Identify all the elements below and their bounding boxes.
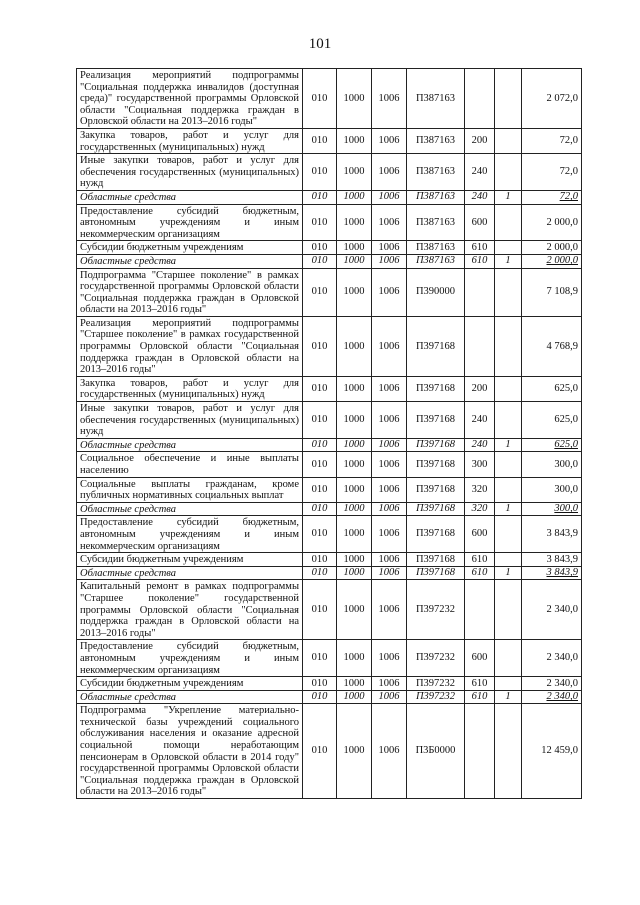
amount: 625,0 — [522, 402, 582, 439]
amount: 2 000,0 — [522, 241, 582, 255]
department-code: 010 — [303, 69, 337, 129]
funding-source-code: 1 — [495, 690, 522, 704]
funding-source-code — [495, 553, 522, 567]
expense-type-code: 240 — [465, 190, 495, 204]
department-code: 010 — [303, 677, 337, 691]
table-row — [77, 154, 582, 191]
amount — [522, 566, 582, 580]
funding-source-code: 1 — [495, 190, 522, 204]
expense-type-code: 600 — [465, 516, 495, 553]
page-number: 101 — [308, 36, 332, 52]
department-code: 010 — [303, 268, 337, 316]
target-item-code: П387163 — [407, 254, 465, 268]
expense-type-code: 610 — [465, 553, 495, 567]
subsection-code: 1006 — [372, 640, 407, 677]
department-code: 010 — [303, 154, 337, 191]
department-code: 010 — [303, 477, 337, 502]
funding-source-code: 1 — [495, 566, 522, 580]
row-description: Областные средства — [77, 690, 303, 704]
target-item-code: П387163 — [407, 128, 465, 153]
section-code: 1000 — [337, 254, 372, 268]
target-item-code: П397168 — [407, 438, 465, 452]
amount-value: 2 000,0 — [546, 255, 578, 267]
table-row — [77, 438, 582, 452]
target-item-code: П397168 — [407, 452, 465, 477]
budget-table — [76, 68, 582, 799]
row-description: Областные средства — [77, 502, 303, 516]
table-row — [77, 128, 582, 153]
target-item-code: П387163 — [407, 204, 465, 241]
amount: 2 000,0 — [522, 204, 582, 241]
subsection-code: 1006 — [372, 128, 407, 153]
subsection-code: 1006 — [372, 254, 407, 268]
department-code: 010 — [303, 402, 337, 439]
amount-value: 2 340,0 — [546, 691, 578, 703]
section-code: 1000 — [337, 516, 372, 553]
expense-type-code — [465, 69, 495, 129]
subsection-code: 1006 — [372, 516, 407, 553]
section-code: 1000 — [337, 128, 372, 153]
department-code: 010 — [303, 566, 337, 580]
target-item-code: П390000 — [407, 268, 465, 316]
subsection-code: 1006 — [372, 452, 407, 477]
department-code: 010 — [303, 254, 337, 268]
expense-type-code: 240 — [465, 154, 495, 191]
table-row — [77, 376, 582, 401]
funding-source-code — [495, 128, 522, 153]
department-code: 010 — [303, 376, 337, 401]
section-code: 1000 — [337, 376, 372, 401]
expense-type-code: 610 — [465, 254, 495, 268]
amount: 2 072,0 — [522, 69, 582, 129]
expense-type-code — [465, 580, 495, 640]
section-code: 1000 — [337, 190, 372, 204]
row-description: Иные закупки товаров, работ и услуг для обеспечения государственных (муниципальных) нужд — [77, 154, 303, 191]
expense-type-code: 600 — [465, 204, 495, 241]
amount: 7 108,9 — [522, 268, 582, 316]
expense-type-code: 240 — [465, 402, 495, 439]
target-item-code: П397168 — [407, 316, 465, 376]
expense-type-code: 320 — [465, 502, 495, 516]
section-code: 1000 — [337, 69, 372, 129]
section-code: 1000 — [337, 690, 372, 704]
section-code: 1000 — [337, 316, 372, 376]
funding-source-code: 1 — [495, 502, 522, 516]
row-description: Областные средства — [77, 254, 303, 268]
subsection-code: 1006 — [372, 677, 407, 691]
expense-type-code: 200 — [465, 376, 495, 401]
subsection-code: 1006 — [372, 477, 407, 502]
subsection-code: 1006 — [372, 204, 407, 241]
section-code: 1000 — [337, 438, 372, 452]
department-code: 010 — [303, 241, 337, 255]
amount: 300,0 — [522, 477, 582, 502]
funding-source-code — [495, 477, 522, 502]
amount — [522, 190, 582, 204]
amount-value: 3 843,9 — [546, 567, 578, 579]
department-code: 010 — [303, 204, 337, 241]
funding-source-code — [495, 677, 522, 691]
amount-value: 625,0 — [554, 439, 578, 451]
subsection-code: 1006 — [372, 580, 407, 640]
funding-source-code: 1 — [495, 438, 522, 452]
section-code: 1000 — [337, 704, 372, 799]
table-row — [77, 677, 582, 691]
department-code: 010 — [303, 128, 337, 153]
row-description: Областные средства — [77, 438, 303, 452]
subsection-code: 1006 — [372, 268, 407, 316]
amount: 3 843,9 — [522, 516, 582, 553]
amount — [522, 438, 582, 452]
target-item-code: П397232 — [407, 677, 465, 691]
table-row — [77, 516, 582, 553]
subsection-code: 1006 — [372, 704, 407, 799]
section-code: 1000 — [337, 677, 372, 691]
row-description: Субсидии бюджетным учреждениям — [77, 677, 303, 691]
row-description: Областные средства — [77, 566, 303, 580]
row-description: Подпрограмма "Укрепление материально-технической базы учреждений социального обслуживания населения и оказание адресной социальной помощи неработающим пенсионерам в Орловской области в 2014 году" государственной программы Орловской области "Социальная поддержка граждан в Орловской области на 2013–2016 годы" — [77, 704, 303, 799]
target-item-code: П397168 — [407, 402, 465, 439]
row-description: Капитальный ремонт в рамках подпрограммы "Старшее поколение" государственной программы Орловской области "Социальная поддержка граждан в Орловской области на 2013–2016 годы" — [77, 580, 303, 640]
target-item-code: П397168 — [407, 566, 465, 580]
funding-source-code — [495, 268, 522, 316]
section-code: 1000 — [337, 268, 372, 316]
subsection-code: 1006 — [372, 402, 407, 439]
subsection-code: 1006 — [372, 690, 407, 704]
department-code: 010 — [303, 553, 337, 567]
target-item-code: П387163 — [407, 241, 465, 255]
amount-value: 300,0 — [554, 503, 578, 515]
row-description: Социальное обеспечение и иные выплаты населению — [77, 452, 303, 477]
amount-value: 72,0 — [559, 191, 578, 203]
row-description: Социальные выплаты гражданам, кроме публичных нормативных социальных выплат — [77, 477, 303, 502]
row-description: Реализация мероприятий подпрограммы "Старшее поколение" в рамках государственной программы Орловской области "Социальная поддержка граждан в Орловской области на 2013–2016 годы" — [77, 316, 303, 376]
expense-type-code: 320 — [465, 477, 495, 502]
row-description: Областные средства — [77, 190, 303, 204]
row-description: Субсидии бюджетным учреждениям — [77, 553, 303, 567]
row-description: Иные закупки товаров, работ и услуг для обеспечения государственных (муниципальных) нужд — [77, 402, 303, 439]
amount — [522, 690, 582, 704]
table-row — [77, 254, 582, 268]
row-description: Закупка товаров, работ и услуг для государственных (муниципальных) нужд — [77, 376, 303, 401]
funding-source-code — [495, 204, 522, 241]
row-description: Подпрограмма "Старшее поколение" в рамках государственной программы Орловской области "Социальная поддержка граждан в Орловской области на 2013–2016 годы" — [77, 268, 303, 316]
funding-source-code — [495, 154, 522, 191]
row-description: Реализация мероприятий подпрограммы "Социальная поддержка инвалидов (доступная среда)" государственной программы Орловской области "Социальная поддержка граждан в Орловской области на 2013–2016 годы" — [77, 69, 303, 129]
table-row — [77, 402, 582, 439]
target-item-code: П397168 — [407, 376, 465, 401]
table-row — [77, 502, 582, 516]
target-item-code: П3Б0000 — [407, 704, 465, 799]
funding-source-code — [495, 376, 522, 401]
subsection-code: 1006 — [372, 154, 407, 191]
expense-type-code: 610 — [465, 690, 495, 704]
funding-source-code — [495, 516, 522, 553]
subsection-code: 1006 — [372, 316, 407, 376]
target-item-code: П387163 — [407, 190, 465, 204]
target-item-code: П397232 — [407, 640, 465, 677]
subsection-code: 1006 — [372, 69, 407, 129]
amount: 3 843,9 — [522, 553, 582, 567]
subsection-code: 1006 — [372, 241, 407, 255]
amount: 12 459,0 — [522, 704, 582, 799]
section-code: 1000 — [337, 640, 372, 677]
amount: 625,0 — [522, 376, 582, 401]
table-row — [77, 704, 582, 799]
table-row — [77, 566, 582, 580]
department-code: 010 — [303, 580, 337, 640]
expense-type-code — [465, 316, 495, 376]
table-row — [77, 69, 582, 129]
row-description: Субсидии бюджетным учреждениям — [77, 241, 303, 255]
target-item-code: П397232 — [407, 580, 465, 640]
table-row — [77, 190, 582, 204]
subsection-code: 1006 — [372, 190, 407, 204]
expense-type-code: 610 — [465, 241, 495, 255]
expense-type-code: 240 — [465, 438, 495, 452]
department-code: 010 — [303, 452, 337, 477]
table-row — [77, 553, 582, 567]
target-item-code: П387163 — [407, 69, 465, 129]
subsection-code: 1006 — [372, 438, 407, 452]
expense-type-code: 600 — [465, 640, 495, 677]
expense-type-code: 610 — [465, 677, 495, 691]
table-row — [77, 580, 582, 640]
department-code: 010 — [303, 690, 337, 704]
section-code: 1000 — [337, 204, 372, 241]
amount: 72,0 — [522, 154, 582, 191]
department-code: 010 — [303, 190, 337, 204]
department-code: 010 — [303, 516, 337, 553]
target-item-code: П397168 — [407, 502, 465, 516]
subsection-code: 1006 — [372, 553, 407, 567]
table-row — [77, 204, 582, 241]
amount: 2 340,0 — [522, 677, 582, 691]
funding-source-code — [495, 69, 522, 129]
target-item-code: П397168 — [407, 516, 465, 553]
department-code: 010 — [303, 502, 337, 516]
funding-source-code — [495, 580, 522, 640]
funding-source-code: 1 — [495, 254, 522, 268]
amount: 2 340,0 — [522, 580, 582, 640]
table-row — [77, 268, 582, 316]
expense-type-code: 610 — [465, 566, 495, 580]
row-description: Предоставление субсидий бюджетным, автономным учреждениям и иным некоммерческим организациям — [77, 516, 303, 553]
section-code: 1000 — [337, 580, 372, 640]
section-code: 1000 — [337, 402, 372, 439]
target-item-code: П397168 — [407, 477, 465, 502]
table-body — [77, 69, 582, 799]
target-item-code: П397232 — [407, 690, 465, 704]
expense-type-code: 200 — [465, 128, 495, 153]
target-item-code: П387163 — [407, 154, 465, 191]
subsection-code: 1006 — [372, 502, 407, 516]
department-code: 010 — [303, 316, 337, 376]
funding-source-code — [495, 704, 522, 799]
section-code: 1000 — [337, 502, 372, 516]
row-description: Закупка товаров, работ и услуг для государственных (муниципальных) нужд — [77, 128, 303, 153]
section-code: 1000 — [337, 553, 372, 567]
table-row — [77, 452, 582, 477]
funding-source-code — [495, 640, 522, 677]
row-description: Предоставление субсидий бюджетным, автономным учреждениям и иным некоммерческим организациям — [77, 204, 303, 241]
section-code: 1000 — [337, 154, 372, 191]
department-code: 010 — [303, 640, 337, 677]
section-code: 1000 — [337, 241, 372, 255]
amount: 2 340,0 — [522, 640, 582, 677]
subsection-code: 1006 — [372, 566, 407, 580]
expense-type-code — [465, 268, 495, 316]
amount: 4 768,9 — [522, 316, 582, 376]
table-row — [77, 477, 582, 502]
amount — [522, 254, 582, 268]
funding-source-code — [495, 402, 522, 439]
funding-source-code — [495, 452, 522, 477]
section-code: 1000 — [337, 452, 372, 477]
target-item-code: П397168 — [407, 553, 465, 567]
department-code: 010 — [303, 704, 337, 799]
expense-type-code — [465, 704, 495, 799]
table-row — [77, 690, 582, 704]
table-row — [77, 316, 582, 376]
row-description: Предоставление субсидий бюджетным, автономным учреждениям и иным некоммерческим организациям — [77, 640, 303, 677]
department-code: 010 — [303, 438, 337, 452]
funding-source-code — [495, 316, 522, 376]
table-row — [77, 241, 582, 255]
expense-type-code: 300 — [465, 452, 495, 477]
amount — [522, 502, 582, 516]
section-code: 1000 — [337, 477, 372, 502]
section-code: 1000 — [337, 566, 372, 580]
amount: 72,0 — [522, 128, 582, 153]
subsection-code: 1006 — [372, 376, 407, 401]
funding-source-code — [495, 241, 522, 255]
table-row — [77, 640, 582, 677]
amount: 300,0 — [522, 452, 582, 477]
